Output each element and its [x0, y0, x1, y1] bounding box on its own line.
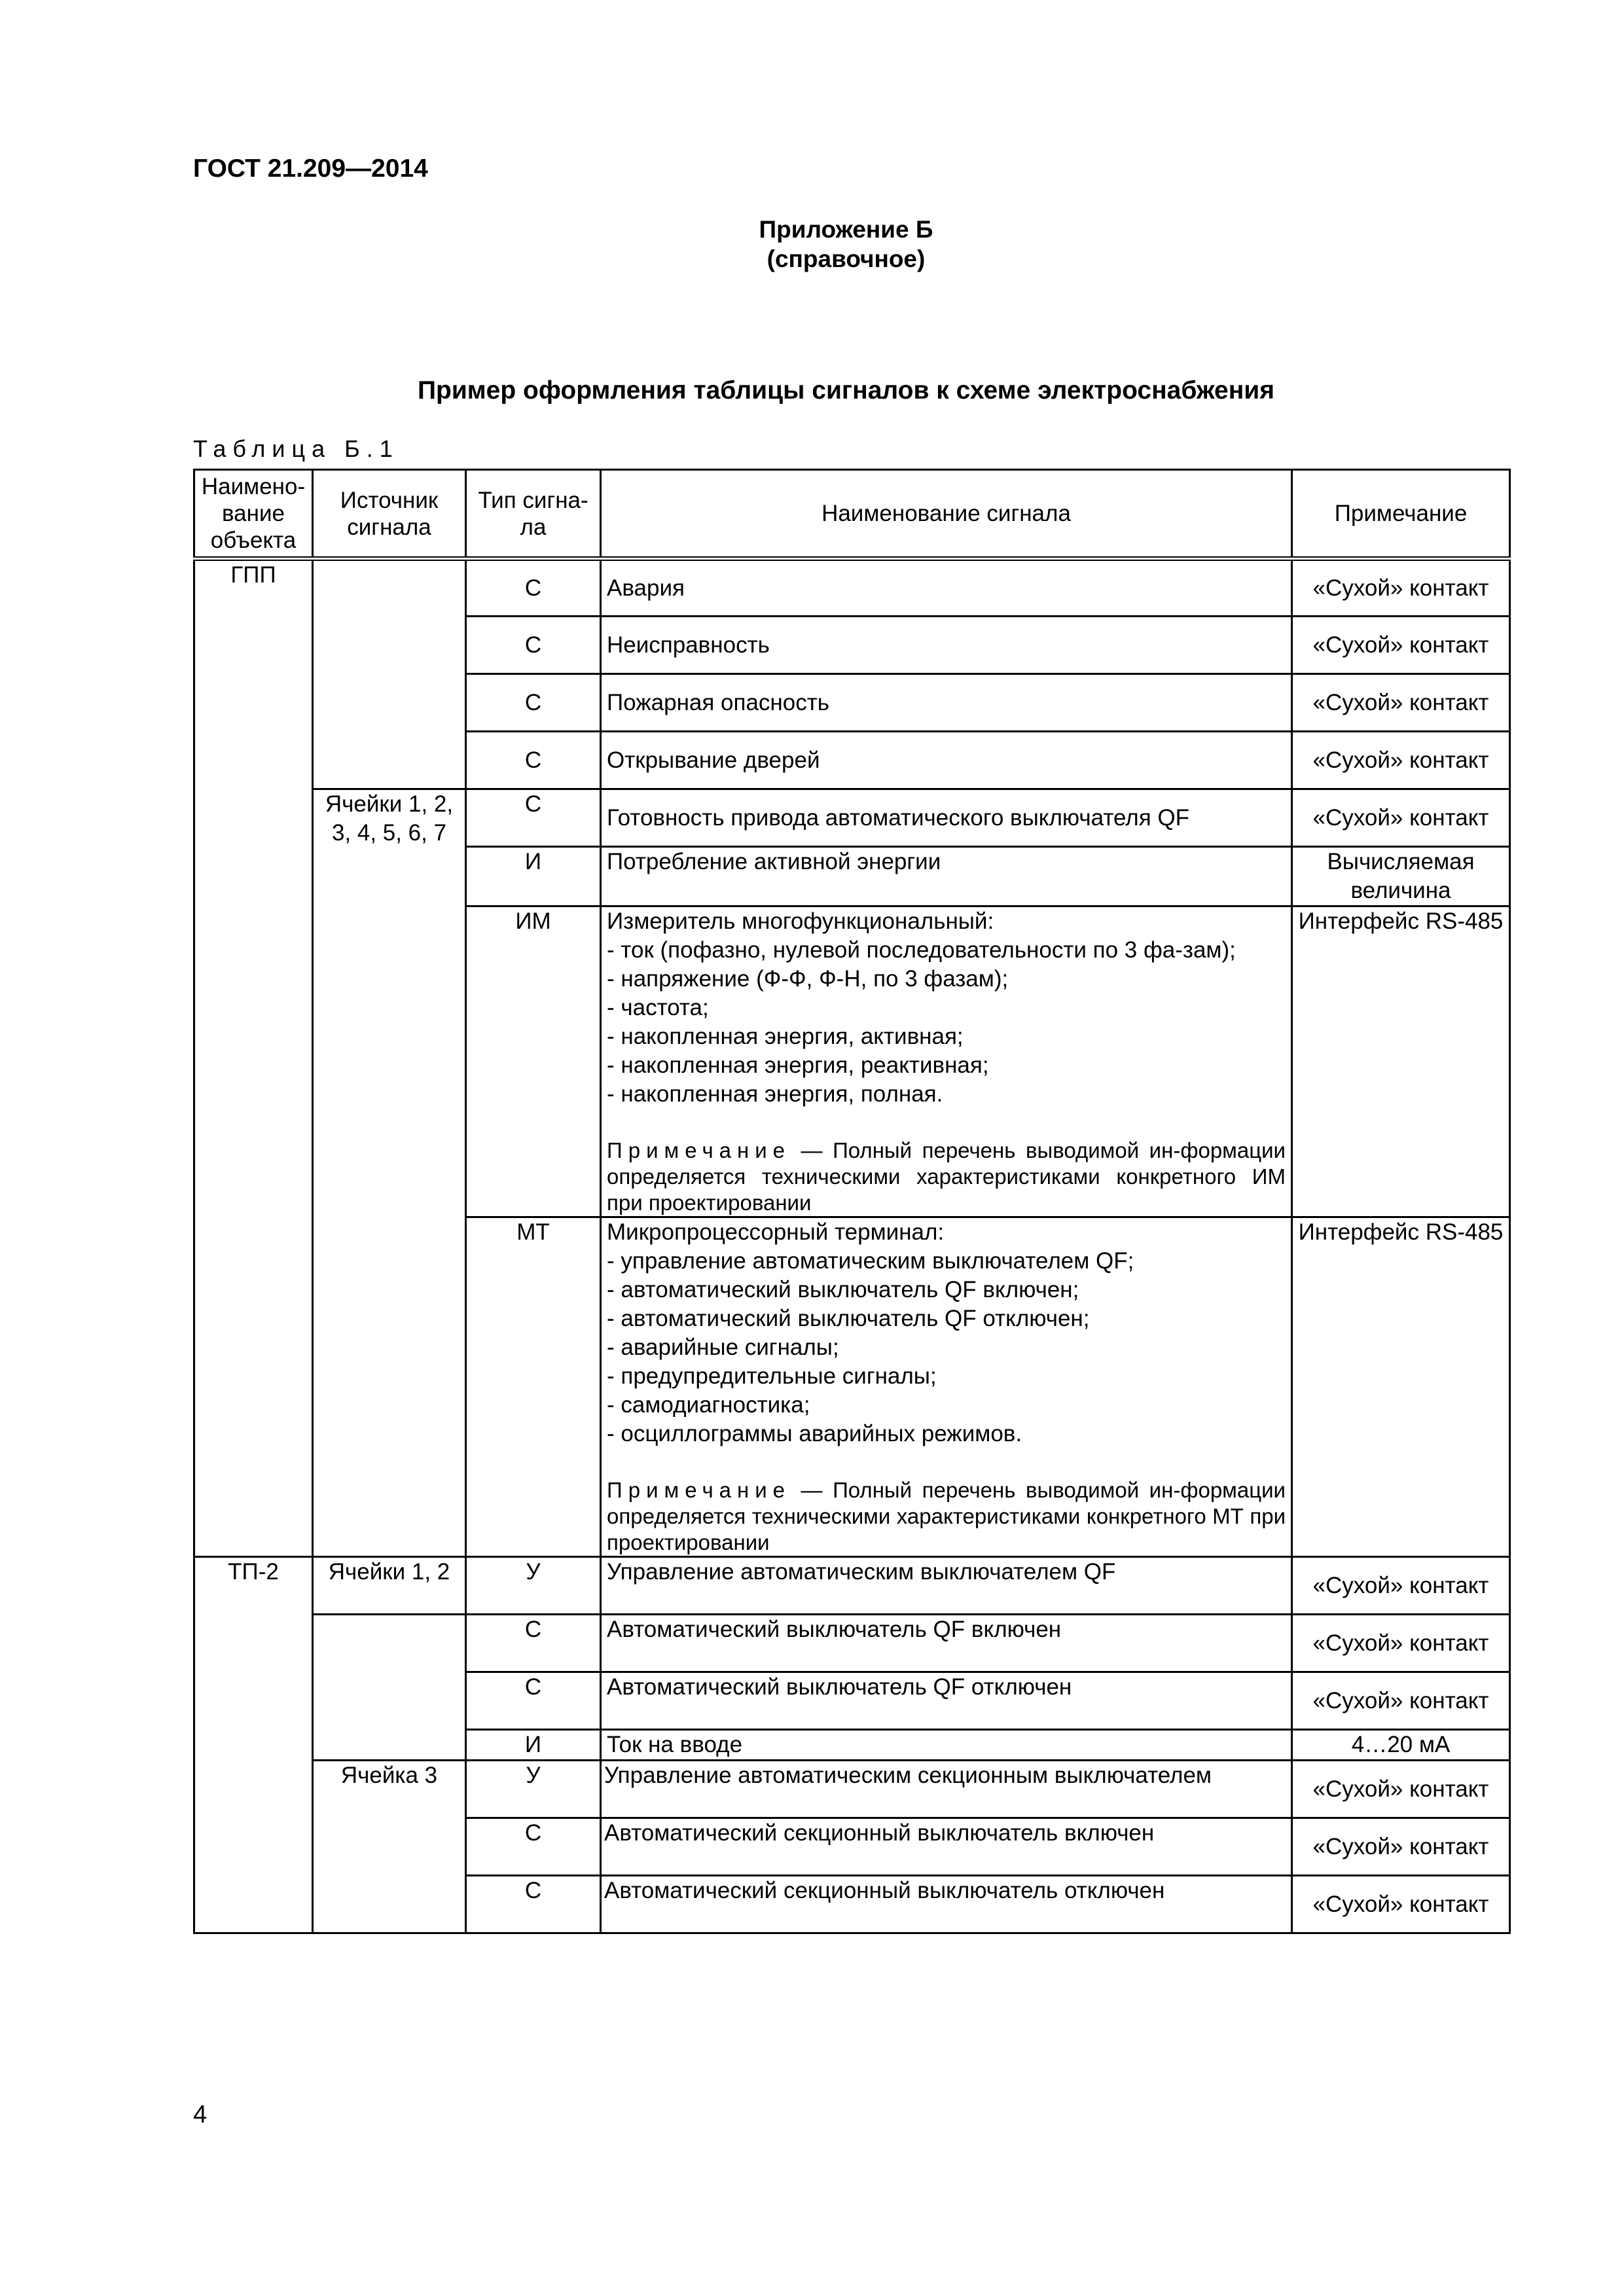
signal-name-cell: [601, 906, 1292, 1217]
source-cell: Ячейки 1, 2, 3, 4, 5, 6, 7: [313, 789, 466, 1557]
type-cell: МТ: [466, 1217, 601, 1557]
type-cell: С: [466, 1876, 601, 1933]
signal-name-cell: Управление автоматическим выключателем QF: [601, 1557, 1292, 1615]
type-cell: И: [466, 1730, 601, 1761]
cell-note: [607, 1138, 1286, 1216]
section-heading: Пример оформления таблицы сигналов к схеме электроснабжения: [417, 376, 1275, 404]
type-cell: С: [466, 789, 601, 847]
name-line: - частота;: [607, 995, 709, 1020]
source-cell: Ячейка 3: [313, 1761, 466, 1933]
type-cell: С: [466, 1818, 601, 1876]
appendix-subtitle: (справочное): [767, 245, 926, 272]
table-row: [194, 1615, 1510, 1672]
note-cell: «Сухой» контакт: [1292, 1876, 1510, 1933]
type-cell: С: [466, 1615, 601, 1672]
name-line: Микропроцессорный терминал:: [607, 1219, 945, 1245]
note-cell: «Сухой» контакт: [1292, 732, 1510, 789]
type-cell: С: [466, 1672, 601, 1730]
signal-name-cell: Открывание дверей: [601, 732, 1292, 789]
type-cell: У: [466, 1557, 601, 1615]
note-label: Примечание: [607, 1478, 791, 1502]
name-line: - самодиагностика;: [607, 1392, 810, 1418]
table-row: [194, 1557, 1510, 1615]
name-line: - ток (пофазно, нулевой последовательности по 3 фа-зам);: [607, 937, 1236, 963]
note-text: — Полный перечень выводимой ин-формации определяется техническими характеристиками конкретного ИМ при проектировании: [607, 1138, 1286, 1215]
object-cell: ТП-2: [194, 1557, 313, 1933]
table-header-row: [194, 470, 1510, 559]
name-line: - автоматический выключатель QF отключен;: [607, 1306, 1090, 1331]
type-cell: С: [466, 559, 601, 617]
column-header-source: Источник сигнала: [313, 470, 466, 559]
signal-name-cell: Неисправность: [601, 617, 1292, 674]
page-number: 4: [193, 2101, 208, 2128]
signal-name-cell: Автоматический секционный выключатель отключен: [601, 1876, 1292, 1933]
note-cell: «Сухой» контакт: [1292, 1761, 1510, 1818]
signal-name-cell: Пожарная опасность: [601, 674, 1292, 732]
note-cell: «Сухой» контакт: [1292, 789, 1510, 847]
source-cell: [313, 559, 466, 789]
signal-name-cell: Авария: [601, 559, 1292, 617]
signal-name-cell: Управление автоматическим секционным выключателем: [601, 1761, 1292, 1818]
note-cell: «Сухой» контакт: [1292, 1557, 1510, 1615]
table-row: [194, 789, 1510, 847]
note-label: Примечание: [607, 1138, 791, 1162]
column-header-note: Примечание: [1292, 470, 1510, 559]
type-cell: ИМ: [466, 906, 601, 1217]
name-line: - накопленная энергия, полная.: [607, 1081, 943, 1107]
signal-name-cell: Автоматический секционный выключатель включен: [601, 1818, 1292, 1876]
appendix-title: Приложение Б: [759, 216, 933, 243]
type-cell: У: [466, 1761, 601, 1818]
document-code: ГОСТ 21.209—2014: [193, 154, 428, 183]
note-cell: «Сухой» контакт: [1292, 559, 1510, 617]
note-cell: «Сухой» контакт: [1292, 1672, 1510, 1730]
cell-note: [607, 1477, 1286, 1556]
signals-table: [193, 469, 1511, 1934]
name-line: - автоматический выключатель QF включен;: [607, 1277, 1079, 1302]
note-cell: «Сухой» контакт: [1292, 617, 1510, 674]
type-cell: С: [466, 617, 601, 674]
column-header-object: Наимено-вание объекта: [194, 470, 313, 559]
note-text: — Полный перечень выводимой ин-формации определяется техническими характеристиками конкретного МТ при проектировании: [607, 1478, 1286, 1554]
note-cell: 4…20 мА: [1292, 1730, 1510, 1761]
type-cell: С: [466, 732, 601, 789]
note-cell: «Сухой» контакт: [1292, 1615, 1510, 1672]
signal-name-cell: Потребление активной энергии: [601, 847, 1292, 906]
column-header-type: Тип сигна-ла: [466, 470, 601, 559]
table-label: Таблица Б.1: [193, 435, 399, 462]
name-line: - накопленная энергия, активная;: [607, 1024, 964, 1049]
note-cell: «Сухой» контакт: [1292, 1818, 1510, 1876]
signal-name-cell: Автоматический выключатель QF отключен: [601, 1672, 1292, 1730]
source-cell: [313, 1615, 466, 1761]
type-cell: С: [466, 674, 601, 732]
signal-name-cell: Автоматический выключатель QF включен: [601, 1615, 1292, 1672]
table-row: [194, 1761, 1510, 1818]
note-cell: «Сухой» контакт: [1292, 674, 1510, 732]
type-cell: И: [466, 847, 601, 906]
object-cell: ГПП: [194, 559, 313, 1557]
name-line: - напряжение (Ф-Ф, Ф-Н, по 3 фазам);: [607, 966, 1009, 992]
signal-name-cell: Готовность привода автоматического выключателя QF: [601, 789, 1292, 847]
column-header-name: Наименование сигнала: [601, 470, 1292, 559]
note-cell: Вычисляемая величина: [1292, 847, 1510, 906]
name-line: - осциллограммы аварийных режимов.: [607, 1421, 1022, 1446]
name-line: - аварийные сигналы;: [607, 1335, 839, 1360]
signal-name-cell: [601, 1217, 1292, 1557]
signal-name-cell: Ток на вводе: [601, 1730, 1292, 1761]
name-line: - управление автоматическим выключателем QF;: [607, 1248, 1134, 1274]
note-cell: Интерфейс RS-485: [1292, 1217, 1510, 1557]
source-cell: Ячейки 1, 2: [313, 1557, 466, 1615]
note-cell: Интерфейс RS-485: [1292, 906, 1510, 1217]
name-line: - предупредительные сигналы;: [607, 1363, 937, 1389]
name-line: - накопленная энергия, реактивная;: [607, 1052, 989, 1078]
table-row: [194, 559, 1510, 617]
name-line: Измеритель многофункциональный:: [607, 908, 994, 934]
